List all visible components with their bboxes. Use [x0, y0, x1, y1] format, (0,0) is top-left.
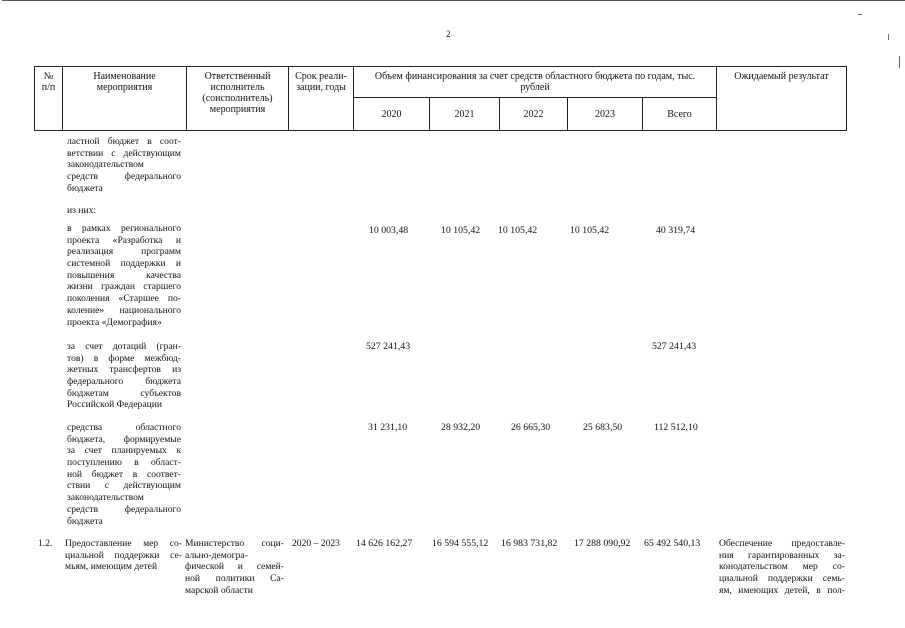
row5-value-2021: 16 594 555,12 [432, 538, 489, 549]
header-year-2022: 2022 [499, 97, 567, 130]
row-name-of-which: из них: [67, 205, 97, 216]
table-header [34, 66, 847, 131]
row5-value-total: 65 492 540,13 [644, 538, 701, 549]
row4-value-2021: 28 932,20 [441, 422, 481, 433]
row4-value-total: 112 512,10 [654, 422, 698, 433]
row3-value-total: 527 241,43 [652, 341, 697, 352]
row5-result: Обеспечение предоставле- ния гарантированных за- конодательством мер со- циальной поддержки семь- ям, имеющих детей, в пол- [719, 538, 845, 596]
row2-value-total: 40 319,74 [656, 225, 696, 236]
row4-value-2023: 25 683,50 [583, 422, 623, 433]
row4-value-2022: 26 665,30 [511, 422, 551, 433]
row-name-grants: за счет дотаций (гран- тов) в форме межбюд- жетных трансфертов из федерального бюджета бюджетам субъектов Российской Федерации [67, 341, 181, 411]
row-name-regional-project: в рамках регионального проекта «Разработка и реализация программ системной поддержки и повышения качества жизни граждан старшего поколения «Старшее по- коление» национального проекта «Демография» [67, 223, 181, 328]
row5-period: 2020 – 2023 [292, 538, 340, 549]
header-total: Всего [642, 97, 716, 130]
page-top-edge [2, 0, 905, 1]
header-name: Наименование мероприятия [62, 67, 186, 130]
row5-value-2020: 14 626 162,27 [356, 538, 413, 549]
scan-speck [899, 56, 900, 68]
scan-speck [858, 14, 862, 15]
header-result: Ожидаемый результат [716, 67, 846, 130]
row3-value-2020: 527 241,43 [366, 341, 411, 352]
row-name-regional-funds: средства областного бюджета, формируемые за счет планируемых к поступлению в област- ной бюджет в соответ- ствии с действующим законодательством средств федерального бюджета [67, 422, 181, 527]
header-year-2023: 2023 [567, 97, 642, 130]
row5-executor: Министерство соци- ально-демогра- фической и семей- ной политики Са- марской области [185, 538, 284, 596]
row2-value-2021: 10 105,42 [441, 225, 481, 236]
scan-speck [888, 34, 889, 40]
header-executor: Ответственный исполнитель (соисполнитель) мероприятия [186, 67, 288, 130]
header-year-2021: 2021 [429, 97, 499, 130]
row5-value-2023: 17 288 090,92 [574, 538, 631, 549]
row-name-continuation: ластной бюджет в соот- ветствии с действующим законодательством средств федерального бюджета [67, 136, 181, 194]
header-year-2020: 2020 [353, 97, 429, 130]
row2-value-2020: 10 003,48 [369, 225, 409, 236]
header-financing: Объем финансирования за счет средств областного бюджета по годам, тыс. рублей [353, 67, 716, 97]
row5-name: Предоставление мер со- циальной поддержки се- мьям, имеющим детей [65, 538, 182, 573]
row5-number: 1.2. [38, 538, 53, 549]
row5-value-2022: 16 983 731,82 [501, 538, 558, 549]
header-num: № п/п [41, 71, 56, 93]
row2-value-2022: 10 105,42 [498, 225, 538, 236]
header-period: Срок реали- зации, годы [288, 67, 353, 130]
page-number: 2 [446, 29, 451, 39]
row2-value-2023: 10 105,42 [570, 225, 610, 236]
row4-value-2020: 31 231,10 [368, 422, 408, 433]
